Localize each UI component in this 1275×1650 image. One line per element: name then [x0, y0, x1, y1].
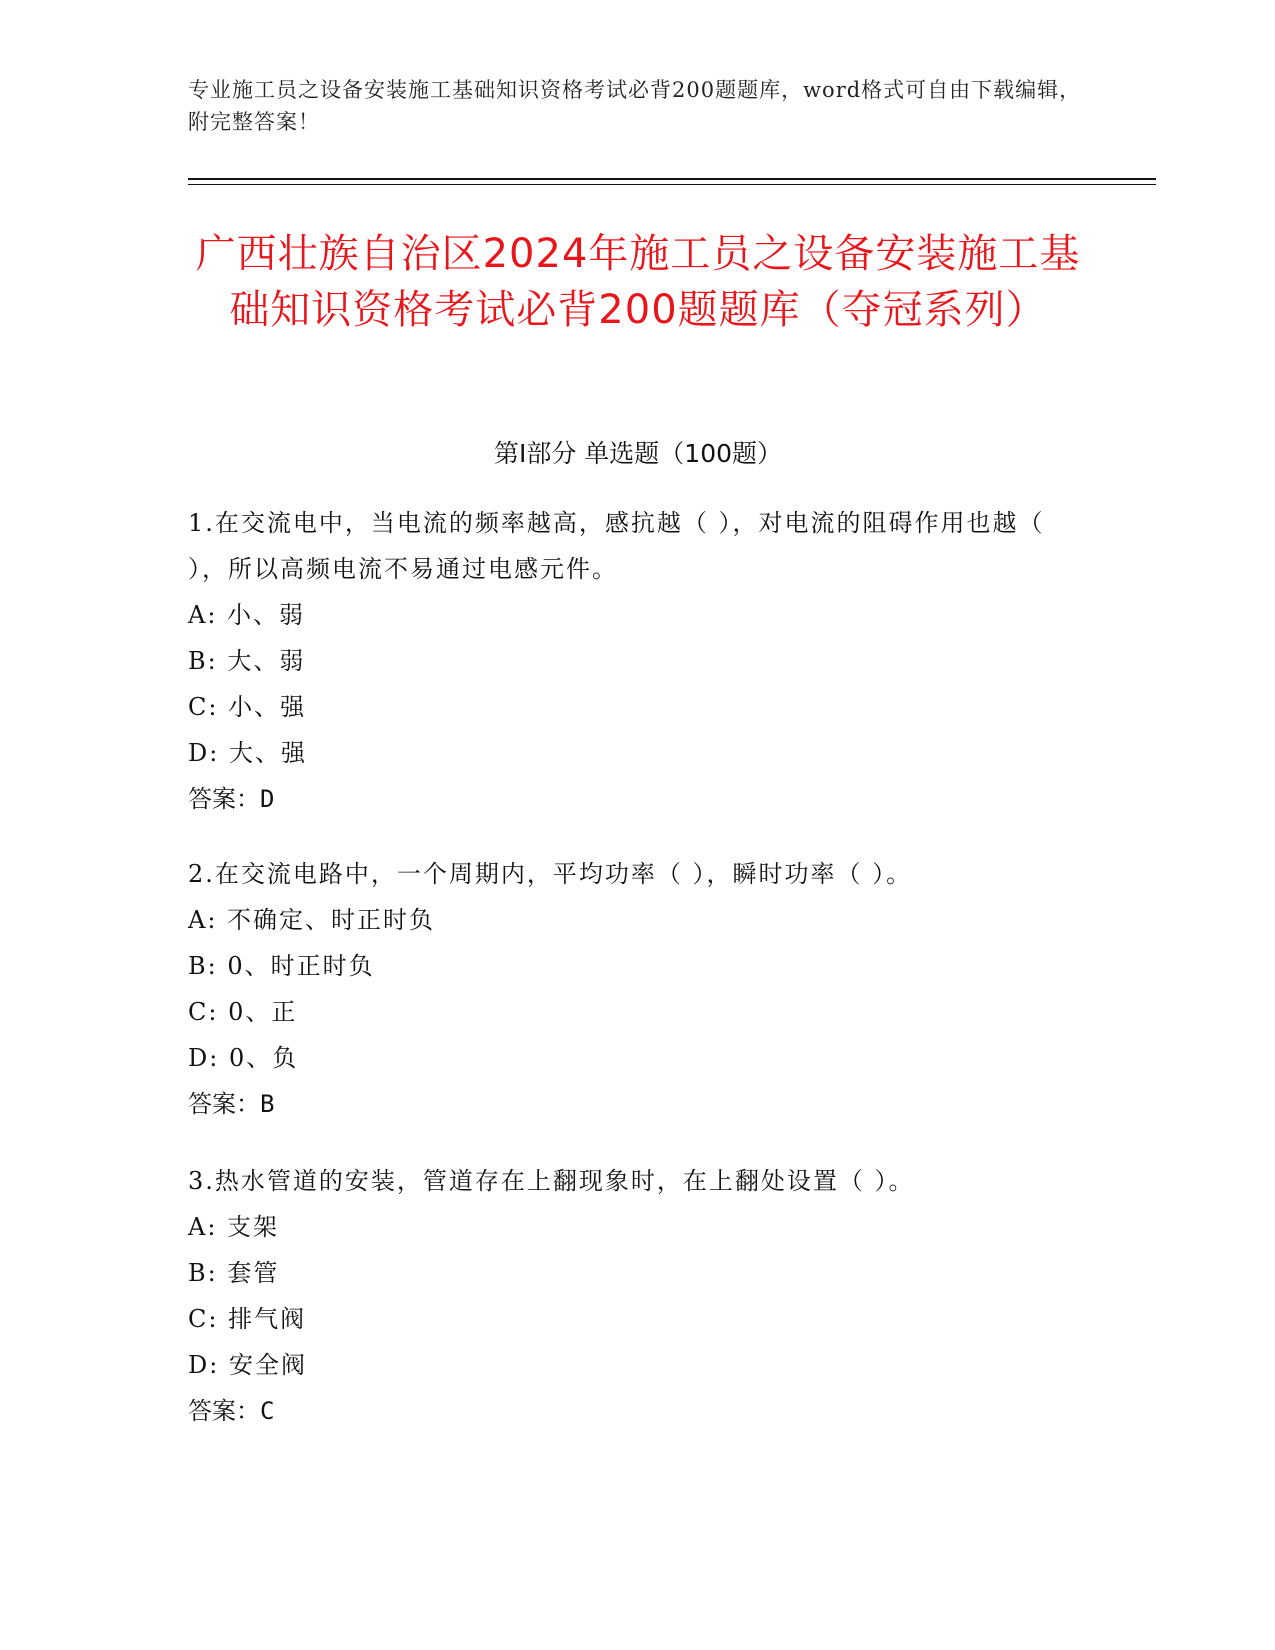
- option-b: B: 套管: [188, 1259, 280, 1287]
- header-note: 专业施工员之设备安装施工基础知识资格考试必背200题题库，word格式可自由下载编辑，附完整答案！: [188, 78, 1082, 134]
- option-a: A: 不确定、时正时负: [188, 906, 436, 934]
- section-title: 第Ⅰ部分 单选题（100题）: [493, 439, 783, 468]
- question-stem: 3.热水管道的安装，管道存在上翻现象时，在上翻处设置（ ）。: [188, 1167, 915, 1195]
- question-stem: 1.在交流电中，当电流的频率越高，感抗越（ ），对电流的阻碍作用也越（ ），所以高频电流不易通过电感元件。: [188, 509, 1045, 583]
- answer-line: [188, 776, 1088, 822]
- answer-label: 答案：: [188, 785, 260, 813]
- option-b: B: 大、弱: [188, 647, 306, 675]
- header-rule-thick: [188, 178, 1156, 180]
- option-c: C: 排气阀: [188, 1305, 307, 1333]
- header-rule-thin: [188, 184, 1156, 185]
- option-a: A: 小、弱: [188, 601, 306, 629]
- option-b: B: 0、时正时负: [188, 952, 375, 980]
- document-title: 广西壮族自治区2024年施工员之设备安装施工基础知识资格考试必背200题题库（夺冠系列）: [195, 231, 1081, 333]
- question-1: [188, 500, 1088, 822]
- answer-line: [188, 1081, 1088, 1127]
- option-d: D: 安全阀: [188, 1351, 307, 1379]
- answer-label: 答案：: [188, 1397, 260, 1425]
- question-2: [188, 851, 1088, 1127]
- option-c: C: 0、正: [188, 998, 298, 1026]
- option-d: D: 0、负: [188, 1044, 299, 1072]
- answer-line: [188, 1388, 1088, 1434]
- answer-value: D: [260, 785, 275, 813]
- question-stem: 2.在交流电路中，一个周期内，平均功率（ ），瞬时功率（ ）。: [188, 860, 913, 888]
- answer-label: 答案：: [188, 1090, 260, 1118]
- answer-value: C: [260, 1397, 275, 1425]
- question-3: [188, 1158, 1088, 1434]
- option-c: C: 小、强: [188, 693, 307, 721]
- option-d: D: 大、强: [188, 739, 307, 767]
- option-a: A: 支架: [188, 1213, 280, 1241]
- answer-value: B: [260, 1090, 275, 1118]
